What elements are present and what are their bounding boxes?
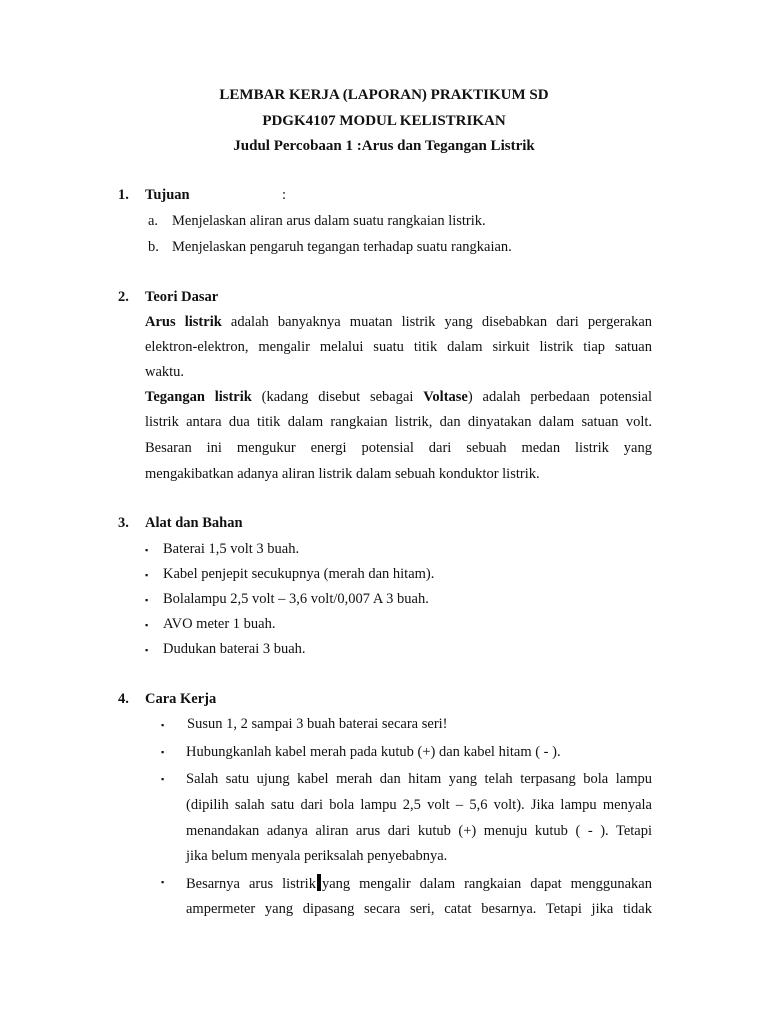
list-item-text: Besarnya arus listrik bbox=[186, 876, 316, 892]
list-item: AVO meter 1 buah. bbox=[163, 616, 276, 632]
list-item: Dudukan baterai 3 buah. bbox=[163, 641, 306, 657]
list-item: Baterai 1,5 volt 3 buah. bbox=[163, 541, 300, 557]
paragraph-line: elektron-elektron, mengalir melalui suatu titik dalam sirkuit listrik tiap satuan bbox=[145, 339, 652, 355]
list-item-line: menandakan adanya aliran arus dari kutub (+) menuju kutub ( - ). Tetapi bbox=[186, 823, 652, 839]
paragraph-line: waktu. bbox=[145, 364, 185, 380]
section-number-4: 4. bbox=[118, 691, 129, 707]
paragraph-line bbox=[145, 314, 652, 331]
list-item-line: ampermeter yang dipasang secara seri, catat besarnya. Tetapi jika tidak bbox=[186, 901, 652, 917]
section-number-3: 3. bbox=[118, 515, 129, 531]
text-cursor-icon bbox=[317, 874, 321, 891]
document-title: LEMBAR KERJA (LAPORAN) PRAKTIKUM SD bbox=[219, 87, 549, 103]
term-tegangan-listrik: Tegangan listrik bbox=[145, 389, 252, 405]
list-item: Menjelaskan aliran arus dalam suatu rangkaian listrik. bbox=[172, 213, 486, 229]
list-item: Bolalampu 2,5 volt – 3,6 volt/0,007 A 3 buah. bbox=[163, 591, 429, 607]
bullet-icon: ▪ bbox=[161, 774, 165, 784]
section-title-tujuan: Tujuan bbox=[145, 187, 190, 203]
bullet-icon: ▪ bbox=[145, 620, 149, 630]
paragraph-text: ) adalah perbedaan potensial bbox=[467, 389, 653, 405]
list-item-line bbox=[186, 874, 652, 893]
list-item: Susun 1, 2 sampai 3 buah baterai secara seri! bbox=[187, 716, 448, 732]
term-arus-listrik: Arus listrik bbox=[145, 314, 222, 330]
section-number-1: 1. bbox=[118, 187, 129, 203]
list-item: Menjelaskan pengaruh tegangan terhadap suatu rangkaian. bbox=[172, 239, 512, 255]
paragraph-line: mengakibatkan adanya aliran listrik dalam sebuah konduktor listrik. bbox=[145, 466, 540, 482]
list-item: Hubungkanlah kabel merah pada kutub (+) dan kabel hitam ( - ). bbox=[186, 744, 561, 760]
bullet-icon: ▪ bbox=[161, 747, 165, 757]
list-item-text: yang mengalir dalam rangkaian dapat menggunakan bbox=[321, 876, 652, 892]
section-title-cara-kerja: Cara Kerja bbox=[145, 691, 217, 707]
list-item-line: Salah satu ujung kabel merah dan hitam yang telah terpasang bola lampu bbox=[186, 771, 652, 787]
bullet-icon: ▪ bbox=[145, 570, 149, 580]
paragraph-line bbox=[145, 389, 652, 406]
list-item: Kabel penjepit secukupnya (merah dan hitam). bbox=[163, 566, 435, 582]
paragraph-line: listrik antara dua titik dalam rangkaian listrik, dan dinyatakan dalam satuan volt. bbox=[145, 414, 652, 430]
paragraph-text: adalah banyaknya muatan listrik yang disebabkan dari pergerakan bbox=[230, 314, 653, 330]
paragraph-text: (kadang disebut sebagai bbox=[261, 389, 414, 405]
module-title: PDGK4107 MODUL KELISTRIKAN bbox=[262, 113, 506, 129]
list-item-line: (dipilih salah satu dari bola lampu 2,5 volt – 5,6 volt). Jika lampu menyala bbox=[186, 797, 652, 813]
section-title-teori-dasar: Teori Dasar bbox=[145, 289, 219, 305]
section-number-2: 2. bbox=[118, 289, 129, 305]
section-title-alat-bahan: Alat dan Bahan bbox=[145, 515, 243, 531]
term-voltase: Voltase bbox=[423, 389, 468, 405]
list-marker: a. bbox=[148, 213, 159, 229]
bullet-icon: ▪ bbox=[161, 877, 165, 887]
section-colon: : bbox=[282, 187, 287, 203]
bullet-icon: ▪ bbox=[161, 720, 165, 730]
list-item-line: jika belum menyala periksalah penyebabnya. bbox=[186, 848, 448, 864]
experiment-title: Judul Percobaan 1 :Arus dan Tegangan Listrik bbox=[233, 138, 535, 154]
paragraph-line: Besaran ini mengukur energi potensial dari sebuah medan listrik yang bbox=[145, 440, 652, 456]
bullet-icon: ▪ bbox=[145, 595, 149, 605]
bullet-icon: ▪ bbox=[145, 545, 149, 555]
bullet-icon: ▪ bbox=[145, 645, 149, 655]
list-marker: b. bbox=[148, 239, 159, 255]
